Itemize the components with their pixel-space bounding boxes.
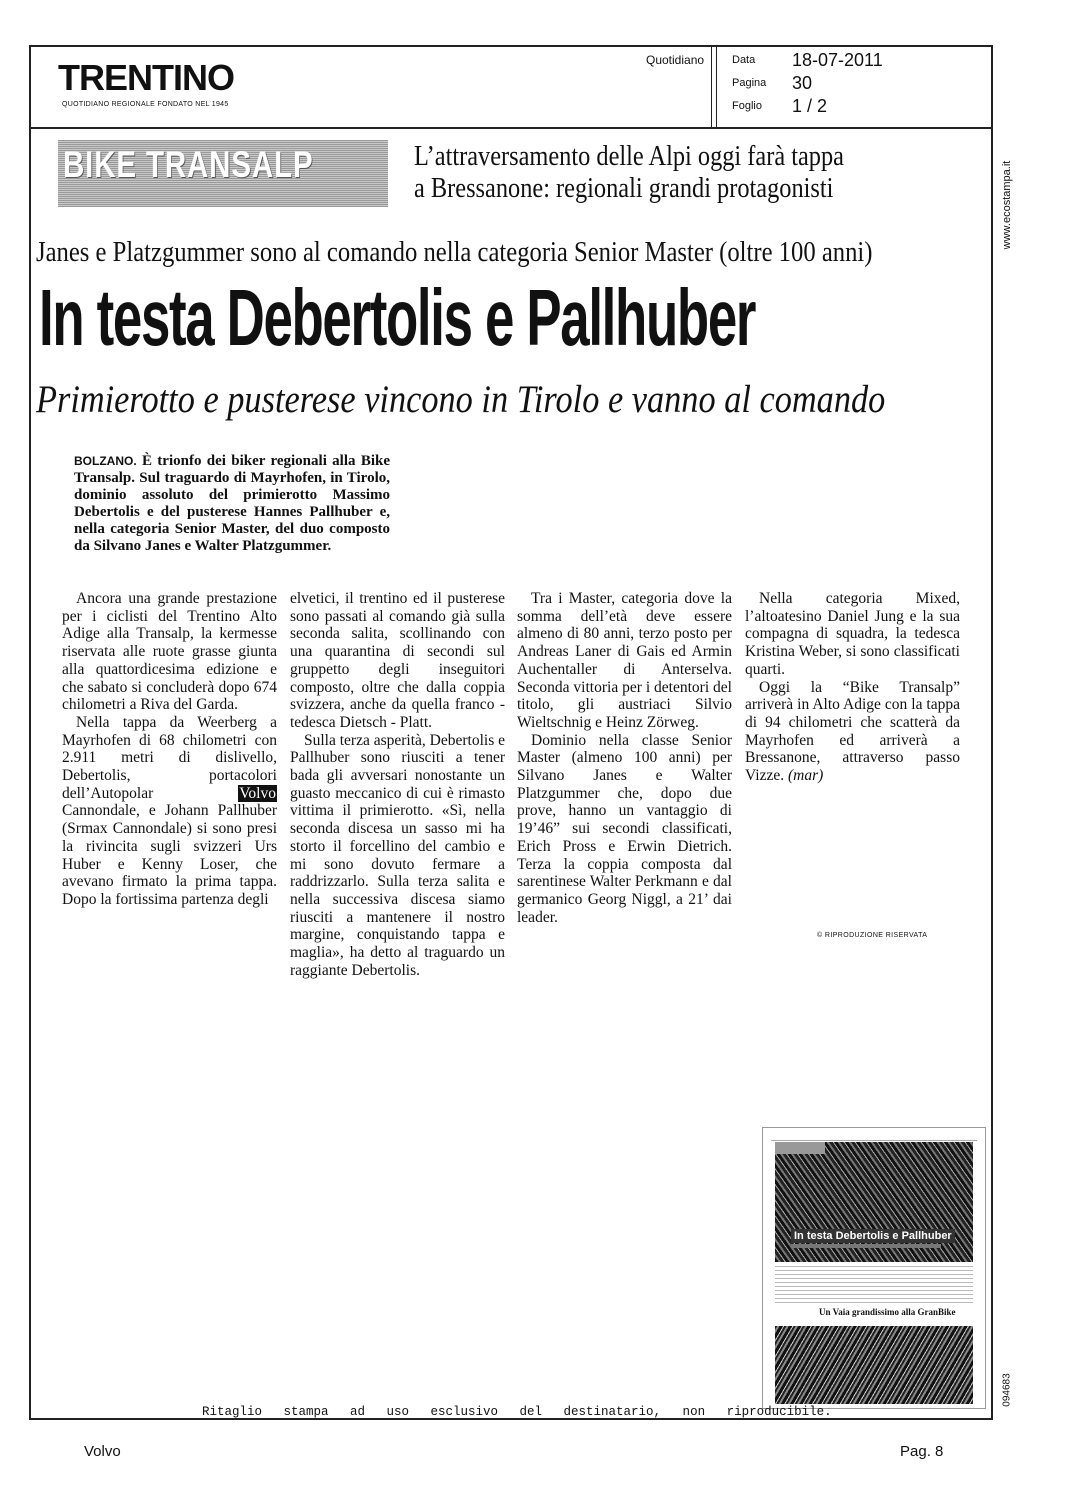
article-overline: Janes e Platzgummer sono al comando nella categoria Senior Master (oltre 100 anni) — [36, 236, 873, 268]
paragraph: Nella categoria Mixed, l’altoatesino Daniel Jung e la sua compagna di squadra, la tedesca Kristina Weber, si sono classificati quarti. — [745, 590, 960, 678]
sheet-value: 1 / 2 — [792, 96, 828, 116]
paragraph: Oggi la “Bike Transalp” arriverà in Alto Adige con la tappa di 94 chilometri che scatterà da Mayrhofen ed arriverà a Bressanone, attraverso passo Vizze. (mar) — [745, 678, 960, 785]
header-divider-vertical — [711, 45, 712, 128]
article-lead: BOLZANO. È trionfo dei biker regionali alla Bike Transalp. Sul traguardo di Mayrhofen, in Tirolo, dominio assoluto del primierotto Massimo Debertolis e del pusterese Hannes Pallhuber e, nella categoria Senior Master, del duo composto da Silvano Janes e Walter Platzgummer. — [74, 453, 390, 554]
date-value: 18-07-2011 — [792, 50, 883, 70]
article-column-1 — [62, 590, 277, 909]
paragraph: Sulla terza asperità, Debertolis e Pallhuber sono riusciti a tener bada gli avversari nonostante un guasto meccanico di cui è rimasto vittima il primierotto. «Sì, nella seconda discesa un sasso mi ha storto il forcellino del cambio e mi sono dovuto fermare a raddrizzarlo. Sulla terza salita e nella successiva discesa siamo riusciti a mantenere il nostro margine, conquistando tappa e maglia», ha detto al traguardo un raggiante Debertolis. — [290, 731, 505, 979]
client-name: Volvo — [84, 1443, 121, 1460]
section-kicker: BIKE TRANSALP — [58, 140, 388, 207]
thumbnail-kicker — [775, 1142, 825, 1154]
newspaper-tagline: QUOTIDIANO REGIONALE FONDATO NEL 1945 — [62, 101, 229, 108]
dateline: BOLZANO. — [74, 454, 137, 468]
article-column-2 — [290, 590, 505, 979]
header-divider-vertical — [716, 45, 717, 128]
page-label: Pagina — [732, 77, 767, 89]
rights-notice: © RIPRODUZIONE RISERVATA — [817, 932, 928, 939]
page-number: Pag. 8 — [900, 1443, 944, 1460]
thumbnail-text — [775, 1266, 973, 1304]
thumbnail-headline-2: Un Vaia grandissimo alla GranBike — [819, 1307, 956, 1317]
thumbnail-subhead — [791, 1244, 941, 1248]
ecostampa-website: www.ecostampa.it — [1001, 160, 1013, 250]
brand-highlight: Volvo — [239, 784, 276, 802]
clipping-code: 094683 — [1001, 1373, 1013, 1407]
article-headline: In testa Debertolis e Pallhuber — [39, 273, 756, 362]
page-thumbnail — [762, 1127, 986, 1409]
article-column-3 — [517, 590, 732, 926]
article-deck: L’attraversamento delle Alpi oggi farà tappa a Bressanone: regionali grandi protagonisti — [414, 140, 844, 204]
paragraph: Tra i Master, categoria dove la somma dell’età deve essere almeno di 80 anni, terzo posto per Andreas Laner di Gais ed Armin Auchentaller di Anterselva. Seconda vittoria per i detentori del titolo, gli austriaci Silvio Wieltschnig e Heinz Zörweg. — [517, 590, 732, 731]
header-divider — [29, 127, 993, 129]
date-label: Data — [732, 54, 756, 66]
paragraph: Nella tappa da Weerberg a Mayrhofen di 68 chilometri con 2.911 metri di dislivello, Debertolis, portacolori dell’Autopolar Volvo Cannondale, e Johann Pallhuber (Srmax Cannondale) si sono presi la rivincita sugli svizzeri Urs Huber e Kenny Loser, che avevano firmato la prima tappa. Dopo la fortissima partenza degli — [62, 713, 277, 908]
paragraph: Ancora una grande prestazione per i ciclisti del Trentino Alto Adige alla Transalp, la kermesse riservata alle ruote grasse giunta alla quattordicesima edizione e che sabato si concluderà dopo 674 chilometri a Riva del Garda. — [62, 590, 277, 714]
byline: (mar) — [787, 767, 824, 785]
article-subhead: Primierotto e pusterese vincono in Tirolo e vanno al comando — [36, 378, 886, 421]
paragraph — [290, 590, 505, 732]
reproduction-notice: Ritaglio stampa ad uso esclusivo del destinatario, non riproducibile. — [202, 1405, 832, 1419]
sheet-label: Foglio — [732, 100, 762, 112]
publication-type: Quotidiano — [646, 53, 705, 67]
newspaper-logo: TRENTINO — [58, 57, 234, 98]
thumbnail-header — [771, 1132, 977, 1141]
thumbnail-photo — [775, 1326, 973, 1404]
thumbnail-headline: In testa Debertolis e Pallhuber — [791, 1229, 955, 1243]
column-continuation: elvetici, il trentino ed il pusterese sono passati al comando già sulla seconda salita, scollinando con una quarantina di secondi sul gruppetto degli inseguitori composto, oltre che dalla coppia svizzera, anche da quella franco - tedesca Dietsch - Platt. — [290, 590, 505, 731]
article-column-4 — [745, 590, 960, 785]
page-value: 30 — [792, 73, 813, 93]
paragraph: Dominio nella classe Senior Master (almeno 100 anni) per Silvano Janes e Walter Platzgummer che, dopo due prove, hanno un vantaggio di 19’46” sui secondi classificati, Erich Pross e Erwin Dietrich. Terza la coppia composta dal sarentinese Walter Perkmann e dal germanico Georg Niggl, a 21’ dai leader. — [517, 731, 732, 926]
